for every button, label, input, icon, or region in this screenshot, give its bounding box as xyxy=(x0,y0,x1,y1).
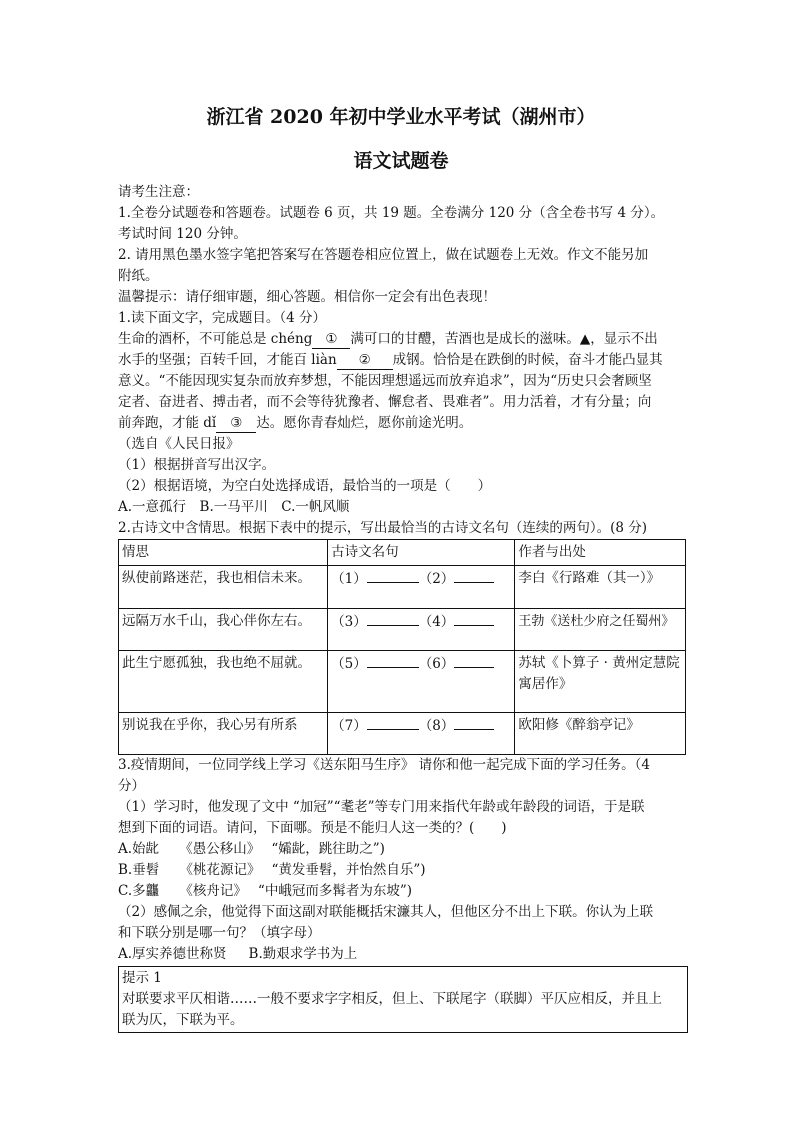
exam-page xyxy=(118,104,684,1033)
answer-blank[interactable] xyxy=(454,653,494,668)
table-header-row xyxy=(119,540,686,566)
q1-options: A.一意孤行 B.一马平川 C.一帆风顺 xyxy=(118,499,350,515)
feeling-cell: 远隔万水千山，我心伴你左右。 xyxy=(119,609,328,651)
tip-title: 提示 1 xyxy=(122,970,162,986)
feeling-cell: 别说我在乎你，我心另有所系 xyxy=(119,713,328,755)
couplet-option-a: A.厚实养德世称贤 xyxy=(118,946,227,962)
table-header: 情思 xyxy=(119,540,328,566)
notice-section xyxy=(118,182,684,308)
notice-item-2-line-1: 2. 请用黑色墨水签字笔把答案写在答题卷相应位置上，做在试题卷上无效。作文不能另加 xyxy=(118,247,649,263)
feeling-cell: 纵使前路迷茫，我也相信未来。 xyxy=(119,566,328,609)
notice-reminder: 温馨提示：请仔细审题，细心答题。相信你一定会有出色表现！ xyxy=(118,289,496,305)
answer-cell xyxy=(328,566,515,609)
q1-blank-1: ① xyxy=(312,331,350,349)
question-3 xyxy=(118,755,684,1033)
q1-text: 前奔跑，才能 dǐ xyxy=(118,415,217,431)
q2-stem: 2.古诗文中含情思。根据下表中的提示，写出最恰当的古诗文名句（连续的两句）。(8 分) xyxy=(118,520,648,536)
answer-blank[interactable] xyxy=(367,611,419,626)
q1-blank-2: ② xyxy=(337,352,393,370)
answer-cell xyxy=(328,609,515,651)
source-cell: 苏轼《卜算子 · 黄州定慧院寓居作》 xyxy=(515,651,686,713)
blank-number: （5） xyxy=(331,656,367,672)
answer-blank[interactable] xyxy=(454,611,494,626)
source-cell: 欧阳修《醉翁亭记》 xyxy=(515,713,686,755)
notice-heading: 请考生注意： xyxy=(118,184,199,200)
notice-item-1-line-1: 1.全卷分试题卷和答题卷。试题卷 6 页，共 19 题。全卷满分 120 分（含全卷书写 4 分）。 xyxy=(118,205,665,221)
question-2 xyxy=(118,518,684,755)
blank-number: （6） xyxy=(418,656,455,672)
q1-sub-1: （1）根据拼音写出汉字。 xyxy=(118,457,276,473)
answer-blank[interactable] xyxy=(454,715,494,730)
q3-sub-2-line-2: 和下联分别是哪一句？（填字母） xyxy=(118,925,321,941)
blank-number: （8） xyxy=(418,718,455,734)
blank-number: （2） xyxy=(418,571,455,587)
exam-subtitle: 语文试题卷 xyxy=(353,150,449,172)
poem-table xyxy=(118,539,686,755)
couplet-option-b: B.勤艰求学书为上 xyxy=(248,946,358,962)
q3-option-b: B.垂髫 《桃花源记》 “黄发垂髫，并怡然自乐”) xyxy=(118,862,426,878)
q1-passage-line-1 xyxy=(118,329,684,350)
q1-source: （选自《人民日报》 xyxy=(118,436,240,452)
q1-blank-3: ③ xyxy=(216,415,256,433)
q1-stem: 1.读下面文字，完成题目。（4 分） xyxy=(118,310,327,326)
q1-sub-2: （2）根据语境，为空白处选择成语，最恰当的一项是（ ） xyxy=(118,478,492,494)
table-row xyxy=(119,566,686,609)
q3-option-c: C.多龘 《核舟记》 “中峨冠而多髯者为东坡”) xyxy=(118,883,413,899)
answer-blank[interactable] xyxy=(367,568,419,583)
table-row xyxy=(119,651,686,713)
q1-passage-line-2 xyxy=(118,350,684,371)
q1-passage-line-4: 定者、奋进者、搏击者，而不会等待犹豫者、懈怠者、畏难者”。用力活着，才有分量；向 xyxy=(118,394,652,410)
blank-number: （4） xyxy=(418,614,455,630)
source-cell: 王勃《送杜少府之任蜀州》 xyxy=(515,609,686,651)
tip-box xyxy=(118,966,688,1033)
q3-option-a: A.始龀 《愚公移山》 “孀龀，跳往助之”) xyxy=(118,841,385,857)
table-row xyxy=(119,713,686,755)
question-1 xyxy=(118,308,684,518)
feeling-cell: 此生宁愿孤独，我也绝不屈就。 xyxy=(119,651,328,713)
notice-item-1-line-2: 考试时间 120 分钟。 xyxy=(118,226,247,242)
q3-stem-line-2: 分） xyxy=(118,778,145,794)
q1-passage-line-5 xyxy=(118,413,684,434)
q1-text: 生命的酒杯，不可能总是 chéng xyxy=(118,331,313,347)
tip-line-1: 对联要求平仄相谐……一般不要求字字相反，但上、下联尾字（联脚）平仄应相反，并且上 xyxy=(122,991,662,1007)
answer-blank[interactable] xyxy=(367,653,419,668)
table-header: 作者与出处 xyxy=(515,540,686,566)
q3-stem-line-1: 3.疫情期间，一位同学线上学习《送东阳马生序》 请你和他一起完成下面的学习任务。（4 xyxy=(118,757,651,773)
answer-blank[interactable] xyxy=(454,568,494,583)
q3-sub-1-line-2: 想到下面的词语。请问，下面哪。预是不能归人这一类的？( ) xyxy=(118,820,507,836)
notice-item-2-line-2: 附纸。 xyxy=(118,268,159,284)
blank-number: （3） xyxy=(331,614,367,630)
blank-number: （1） xyxy=(331,571,367,587)
q3-sub-1-line-1: （1）学习时，他发现了文中 “加冠”“耄老”等专门用来指代年龄或年龄段的词语，于是联 xyxy=(118,799,645,815)
q1-text: 水手的坚强；百转千回，才能百 liàn xyxy=(118,352,337,368)
source-cell: 李白《行路难（其一）》 xyxy=(515,566,686,609)
q1-text: 满可口的甘醴，苦酒也是成长的滋味。▲，显示不出 xyxy=(350,331,658,347)
answer-cell xyxy=(328,713,515,755)
q1-text: 成钢。恰恰是在跌倒的时候，奋斗才能凸显其 xyxy=(392,352,663,368)
table-header: 古诗文名句 xyxy=(328,540,515,566)
tip-line-2: 联为仄，下联为平。 xyxy=(122,1012,244,1028)
q1-text: 达。愿你青春灿烂，愿你前途光明。 xyxy=(256,415,473,431)
blank-number: （7） xyxy=(331,718,367,734)
q1-passage-line-3: 意义。“不能因现实复杂而放弃梦想，不能因理想遥远而放弃追求”，因为“历史只会奢顾坚 xyxy=(118,373,652,389)
exam-title: 浙江省 2020 年初中学业水平考试（湖州市） xyxy=(206,106,596,128)
q3-sub-2-line-1: （2）感佩之余，他觉得下面这副对联能概括宋濂其人，但他区分不出上下联。你认为上联 xyxy=(118,904,654,920)
answer-cell xyxy=(328,651,515,713)
q3-couplet-options xyxy=(118,944,684,965)
answer-blank[interactable] xyxy=(367,715,419,730)
table-row xyxy=(119,609,686,651)
